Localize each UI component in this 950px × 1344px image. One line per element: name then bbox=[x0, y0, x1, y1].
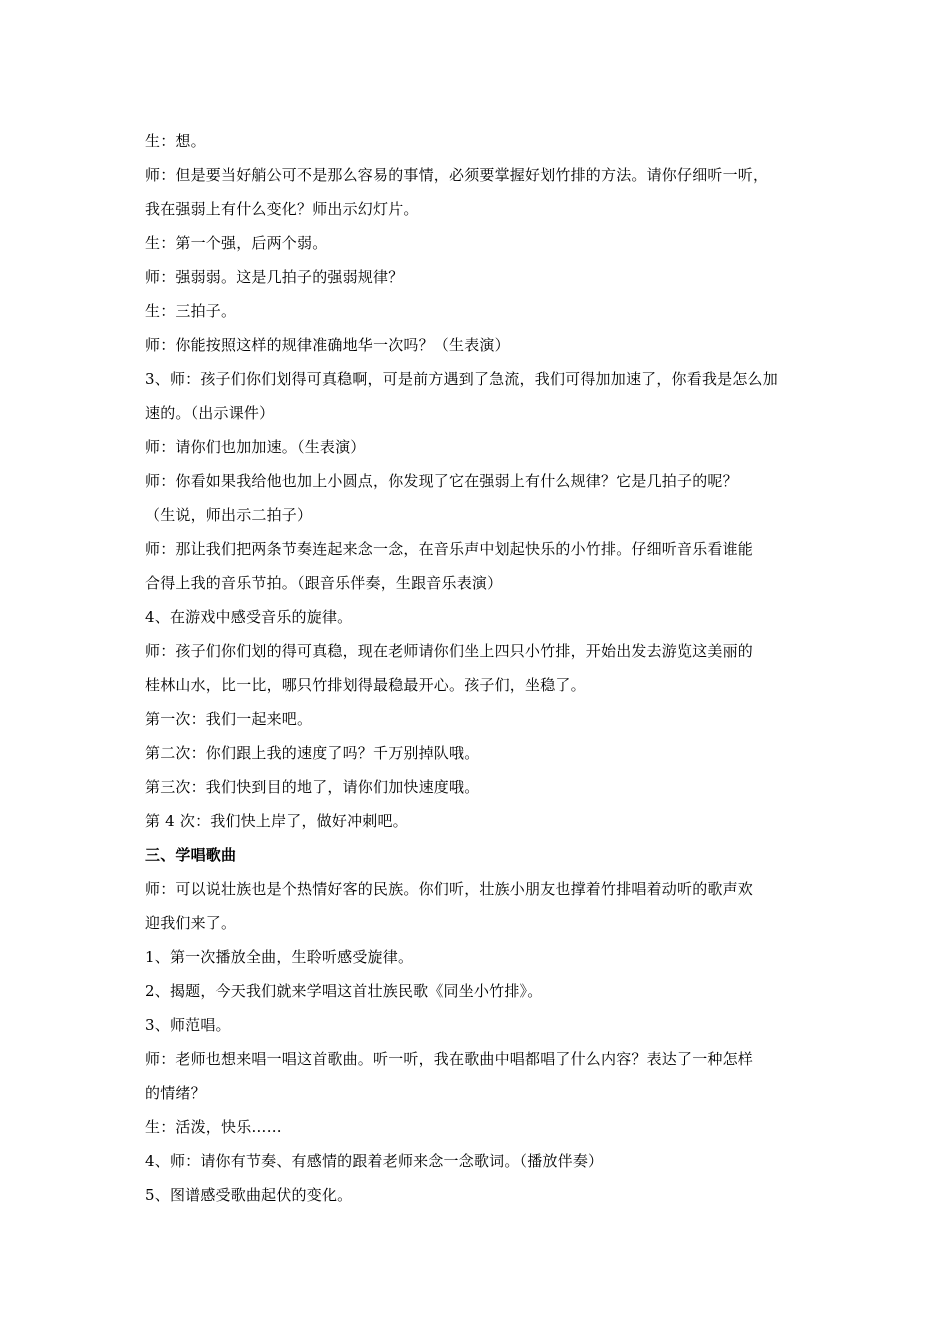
section-heading: 三、学唱歌曲 bbox=[145, 846, 237, 864]
text-line: 师：老师也想来唱一唱这首歌曲。听一听，我在歌曲中唱都唱了什么内容？表达了一种怎样 bbox=[145, 1050, 754, 1068]
text-line: 4、师：请你有节奏、有感情的跟着老师来念一念歌词。（播放伴奏） bbox=[145, 1152, 604, 1170]
text-line: 第 4 次：我们快上岸了，做好冲刺吧。 bbox=[145, 812, 408, 830]
text-line: 师：那让我们把两条节奏连起来念一念，在音乐声中划起快乐的小竹排。仔细听音乐看谁能 bbox=[145, 540, 754, 558]
text-line: 3、师范唱。 bbox=[145, 1016, 231, 1034]
text-line: 4、在游戏中感受音乐的旋律。 bbox=[145, 608, 353, 626]
text-line: 第三次：我们快到目的地了，请你们加快速度哦。 bbox=[145, 778, 480, 796]
text-line: 第二次：你们跟上我的速度了吗？千万别掉队哦。 bbox=[145, 744, 480, 762]
text-line: 2、揭题，今天我们就来学唱这首壮族民歌《同坐小竹排》。 bbox=[145, 982, 543, 1000]
text-line: 师：可以说壮族也是个热情好客的民族。你们听，壮族小朋友也撑着竹排唱着动听的歌声欢 bbox=[145, 880, 754, 898]
text-line: 迎我们来了。 bbox=[145, 914, 237, 932]
text-line: 1、第一次播放全曲，生聆听感受旋律。 bbox=[145, 948, 414, 966]
text-line: （生说，师出示二拍子） bbox=[145, 506, 313, 524]
document-body bbox=[145, 124, 815, 1212]
text-line: 我在强弱上有什么变化？师出示幻灯片。 bbox=[145, 200, 419, 218]
text-line: 速的。（出示课件） bbox=[145, 404, 275, 422]
text-line: 师：孩子们你们划的得可真稳，现在老师请你们坐上四只小竹排，开始出发去游览这美丽的 bbox=[145, 642, 754, 660]
text-line: 的情绪？ bbox=[145, 1084, 206, 1102]
text-line: 5、图谱感受歌曲起伏的变化。 bbox=[145, 1186, 353, 1204]
text-line: 师：强弱弱。这是几拍子的强弱规律？ bbox=[145, 268, 404, 286]
text-line: 生：想。 bbox=[145, 132, 206, 150]
text-line: 生：第一个强，后两个弱。 bbox=[145, 234, 328, 252]
text-line: 师：请你们也加加速。（生表演） bbox=[145, 438, 366, 456]
text-line: 3、师：孩子们你们划得可真稳啊，可是前方遇到了急流，我们可得加加速了，你看我是怎么加 bbox=[145, 370, 778, 388]
text-line: 师：你能按照这样的规律准确地华一次吗？（生表演） bbox=[145, 336, 510, 354]
text-line: 师：你看如果我给他也加上小圆点，你发现了它在强弱上有什么规律？它是几拍子的呢？ bbox=[145, 472, 738, 490]
text-line: 合得上我的音乐节拍。（跟音乐伴奏，生跟音乐表演） bbox=[145, 574, 503, 592]
text-line: 桂林山水，比一比，哪只竹排划得最稳最开心。孩子们，坐稳了。 bbox=[145, 676, 586, 694]
text-line: 第一次：我们一起来吧。 bbox=[145, 710, 313, 728]
text-line: 生：活泼，快乐…… bbox=[145, 1118, 282, 1136]
text-line: 生：三拍子。 bbox=[145, 302, 237, 320]
text-line: 师：但是要当好艄公可不是那么容易的事情，必须要掌握好划竹排的方法。请你仔细听一听， bbox=[145, 166, 769, 184]
